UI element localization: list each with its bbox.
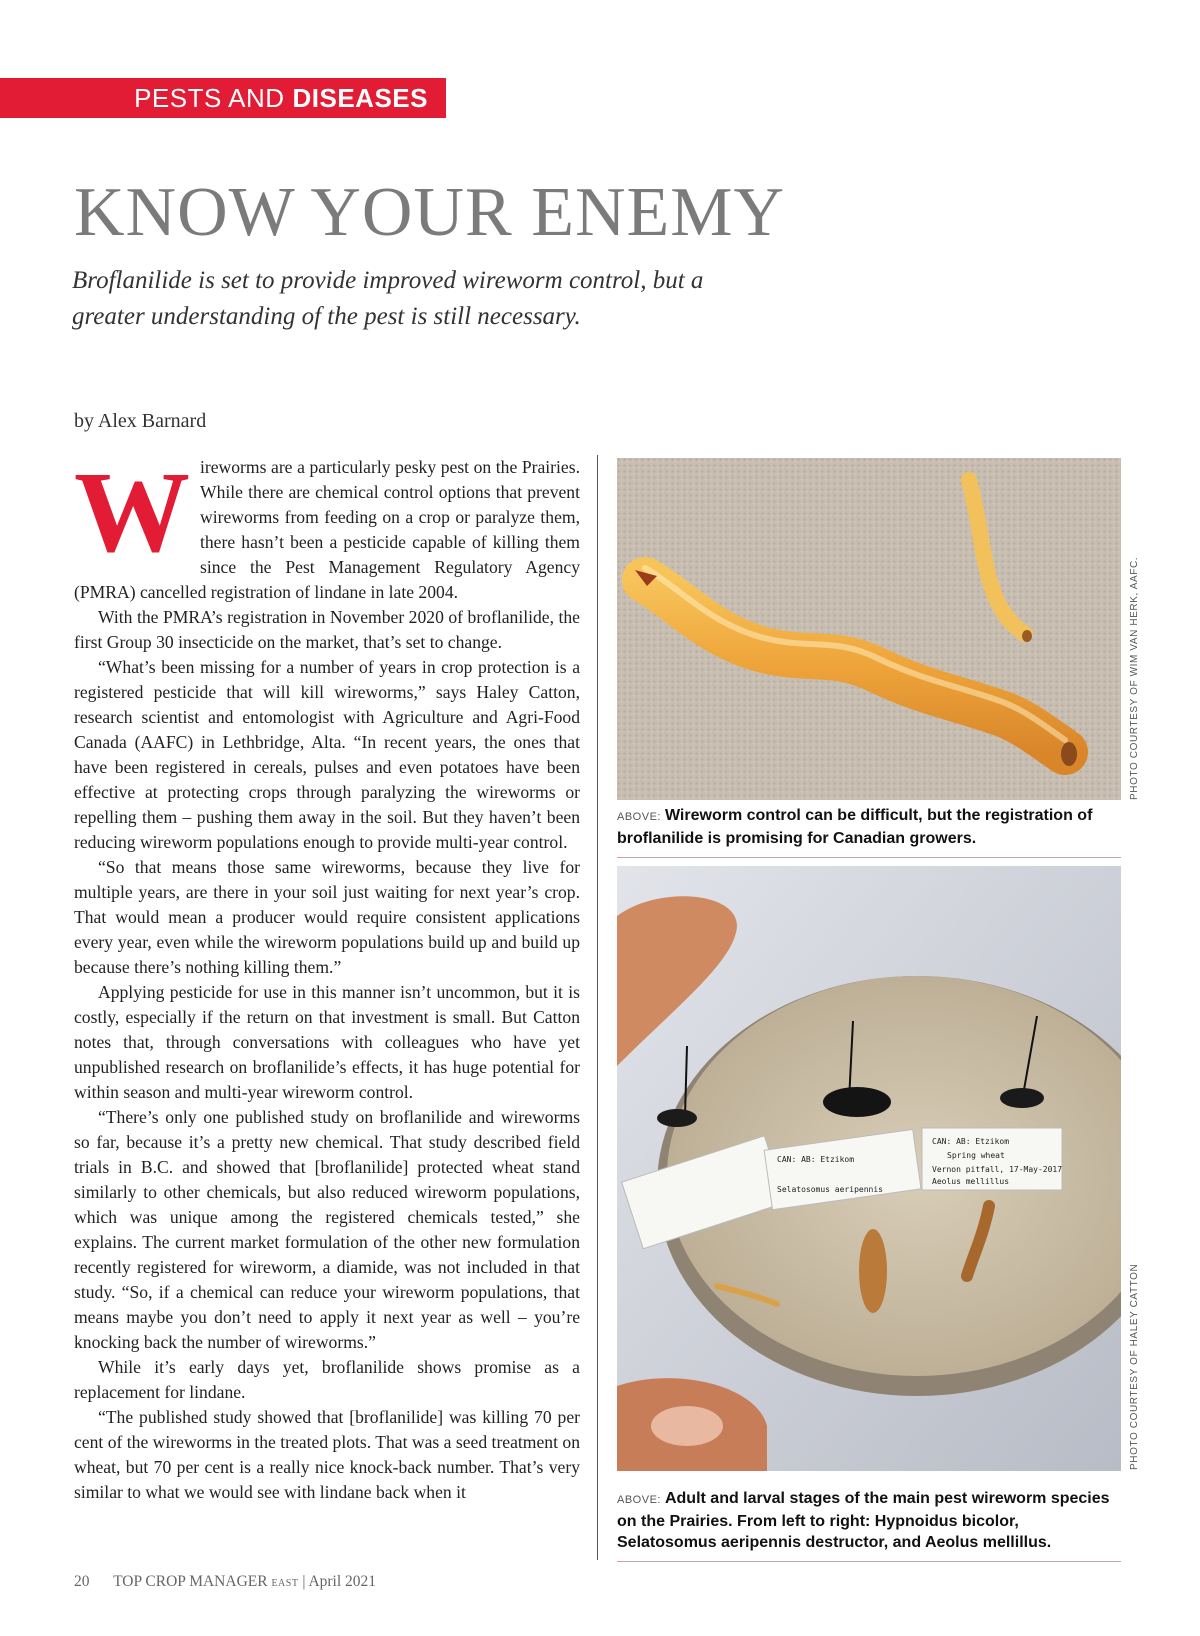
specimen-label-text: CAN: AB: Etzikom xyxy=(932,1137,1010,1146)
paragraph: “What’s been missing for a number of years in crop protection is a registered pesticide that will kill wireworms,” says Haley Catton, research scientist and entomologist with Agriculture and Agri-Food Canada (AAFC) in Lethbridge, Alta. “In recent years, the ones that have been registered in cereals, pulses and even potatoes have been effective at protecting crops through paralyzing the wireworms or repelling them – pushing them away in the soil. But they haven’t been reducing wireworm populations enough to provide multi-year control. xyxy=(74,657,580,852)
photo-credit: PHOTO COURTESY OF HALEY CATTON xyxy=(1129,1263,1140,1470)
photo-credit: PHOTO COURTESY OF WIM VAN HERK, AAFC. xyxy=(1129,556,1140,800)
article-dek: Broflanilide is set to provide improved wireworm control, but a greater understanding of the pest is still necessary. xyxy=(72,267,704,330)
specimen-illustration xyxy=(617,866,1121,1471)
paragraph: “So that means those same wireworms, because they live for multiple years, are there in your soil just waiting for next year’s crop. That would mean a producer would require consistent applications every year, even while the wireworm populations build up and build up because there’s nothing killing them.” xyxy=(74,857,580,977)
column-divider xyxy=(597,455,598,1560)
paragraph: “There’s only one published study on broflanilide and wireworms so far, because it’s a pretty new chemical. That study described field trials in B.C. and showed that [broflanilide] protected wheat stand similarly to other chemicals, but also reduced wireworm populations, which was unique among the registered chemicals tested,” she explains. The current market formulation of the other new formulation recently registered for wireworm, a diamide, was not included in that study. “So, if a chemical can reduce your wireworm populations, that means maybe you don’t need to apply it next year as well – you’re knocking back the number of wireworms.” xyxy=(74,1107,580,1352)
specimen-label-text: Aeolus mellillus xyxy=(932,1177,1010,1186)
article-body xyxy=(74,455,580,1563)
article-headline: KNOW YOUR ENEMY xyxy=(74,174,786,251)
section-tab xyxy=(0,78,446,118)
paragraph: Applying pesticide for use in this manner isn’t uncommon, but it is costly, especially if the return on that investment is small. But Catton notes that, through conversations with colleagues who have yet unpublished research on broflanilide’s effects, it has huge potential for within season and multi-year wireworm control. xyxy=(74,982,580,1102)
wireworm-photo xyxy=(617,458,1121,800)
section-label-bold: DISEASES xyxy=(292,82,428,113)
page-number: 20 xyxy=(74,1573,90,1590)
issue-date: | April 2021 xyxy=(302,1573,377,1590)
specimen-label-text: Vernon pitfall, 17-May-2017 xyxy=(932,1165,1063,1174)
specimen-label-text: Spring wheat xyxy=(947,1151,1005,1160)
photo-caption: ABOVE: Adult and larval stages of the main pest wireworm species on the Prairies. From left to right: Hypnoidus bicolor, Selatosomus aeripennis destructor, and Aeolus mellillus. xyxy=(617,1488,1121,1562)
specimen-photo xyxy=(617,866,1121,1471)
photo-caption: ABOVE: Wireworm control can be difficult, but the registration of broflanilide is promising for Canadian growers. xyxy=(617,805,1121,858)
caption-label: ABOVE: xyxy=(617,1494,661,1506)
paragraph: While it’s early days yet, broflanilide shows promise as a replacement for lindane. xyxy=(74,1357,580,1402)
caption-label: ABOVE: xyxy=(617,811,661,823)
publication-name: TOP CROP MANAGER xyxy=(113,1573,268,1590)
paragraph: Wireworms are a particularly pesky pest on the Prairies. While there are chemical control options that prevent wireworms from feeding on a crop or paralyze them, there hasn’t been a pesticide capable of killing them since the Pest Management Regulatory Agency (PMRA) cancelled registration of lindane in late 2004. xyxy=(74,455,580,602)
specimen-label-text: Selatosomus aeripennis xyxy=(777,1185,883,1194)
page-footer xyxy=(74,1573,376,1591)
paragraph: With the PMRA’s registration in November 2020 of broflanilide, the first Group 30 insecticide on the market, that’s set to change. xyxy=(74,607,580,652)
publication-edition: EAST xyxy=(271,1578,299,1589)
byline: by Alex Barnard xyxy=(74,410,207,432)
section-label-light: PESTS AND xyxy=(134,82,285,113)
specimen-label-text: CAN: AB: Etzikom xyxy=(777,1155,855,1164)
paragraph: “The published study showed that [broflanilide] was killing 70 per cent of the wireworms in the treated plots. That was a seed treatment on wheat, but 70 per cent is a really nice knock-back number. That’s very similar to what we would see with lindane back when it xyxy=(74,1407,580,1502)
wireworm-illustration xyxy=(617,458,1121,800)
drop-cap: W xyxy=(74,455,190,577)
